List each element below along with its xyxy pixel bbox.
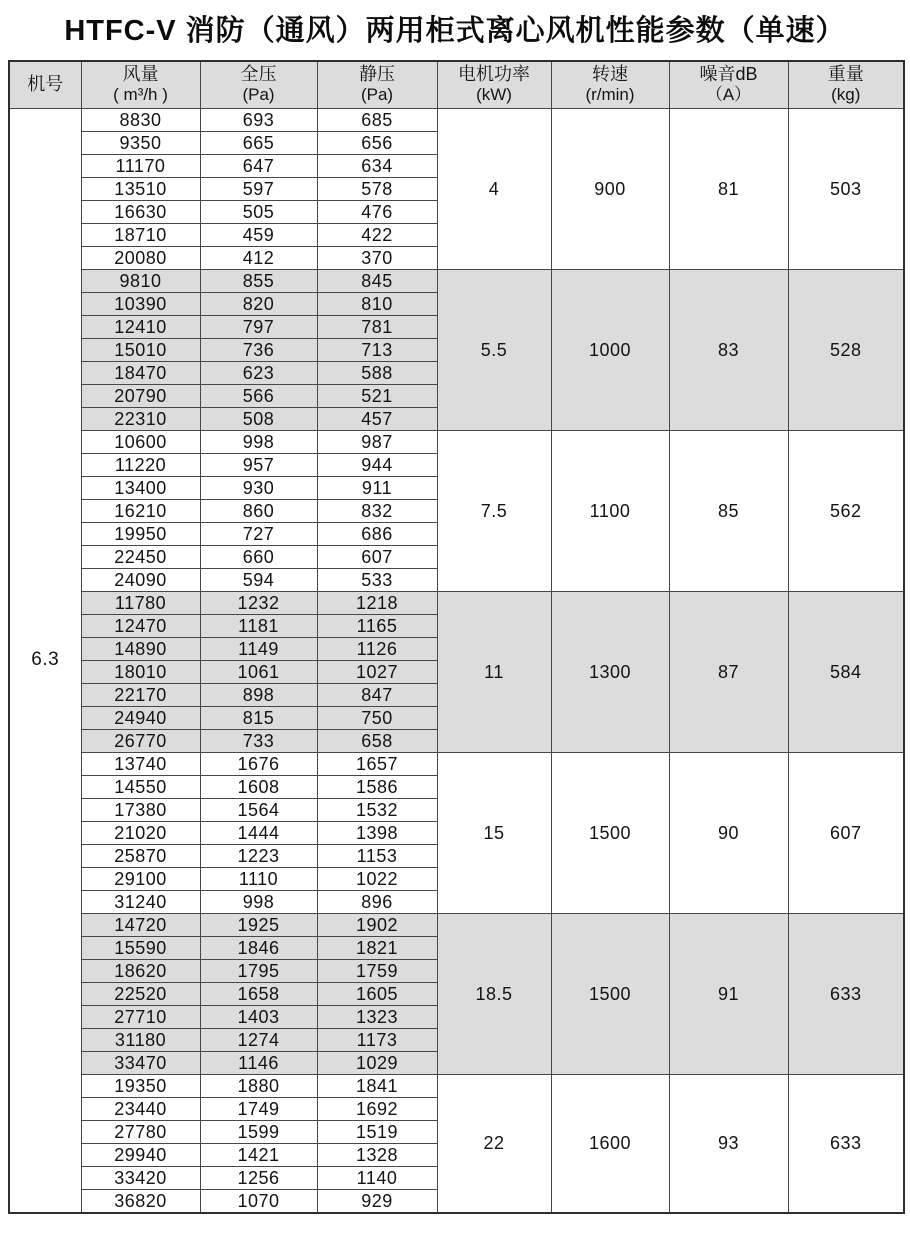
col-header-label: 转速 — [592, 64, 628, 85]
airflow-cell: 9810 — [81, 269, 200, 292]
fan-performance-table — [8, 60, 905, 1214]
noise-cell: 83 — [669, 269, 788, 430]
airflow-cell: 24940 — [81, 706, 200, 729]
static-pressure-cell: 1605 — [317, 982, 437, 1005]
total-pressure-cell: 693 — [200, 108, 317, 131]
airflow-cell: 16210 — [81, 499, 200, 522]
static-pressure-cell: 1328 — [317, 1143, 437, 1166]
col-header-speed — [551, 61, 669, 108]
static-pressure-cell: 1902 — [317, 913, 437, 936]
machine-number-cell: 6.3 — [9, 108, 81, 1213]
motor-power-cell: 5.5 — [437, 269, 551, 430]
airflow-cell: 16630 — [81, 200, 200, 223]
header-row — [9, 61, 904, 108]
total-pressure-cell: 594 — [200, 568, 317, 591]
total-pressure-cell: 566 — [200, 384, 317, 407]
total-pressure-cell: 412 — [200, 246, 317, 269]
airflow-cell: 18620 — [81, 959, 200, 982]
total-pressure-cell: 660 — [200, 545, 317, 568]
col-header-unit: (Pa) — [242, 85, 275, 105]
static-pressure-cell: 896 — [317, 890, 437, 913]
static-pressure-cell: 476 — [317, 200, 437, 223]
airflow-cell: 15590 — [81, 936, 200, 959]
static-pressure-cell: 1153 — [317, 844, 437, 867]
static-pressure-cell: 713 — [317, 338, 437, 361]
total-pressure-cell: 1599 — [200, 1120, 317, 1143]
airflow-cell: 15010 — [81, 338, 200, 361]
table-row — [9, 752, 904, 775]
col-header-label: 噪音dB — [699, 64, 758, 85]
static-pressure-cell: 845 — [317, 269, 437, 292]
static-pressure-cell: 370 — [317, 246, 437, 269]
total-pressure-cell: 733 — [200, 729, 317, 752]
total-pressure-cell: 597 — [200, 177, 317, 200]
static-pressure-cell: 1140 — [317, 1166, 437, 1189]
static-pressure-cell: 656 — [317, 131, 437, 154]
total-pressure-cell: 647 — [200, 154, 317, 177]
static-pressure-cell: 533 — [317, 568, 437, 591]
weight-cell: 584 — [788, 591, 904, 752]
page-title: HTFC-V 消防（通风）两用柜式离心风机性能参数（单速） — [64, 15, 846, 47]
static-pressure-cell: 658 — [317, 729, 437, 752]
airflow-cell: 18710 — [81, 223, 200, 246]
motor-power-cell: 18.5 — [437, 913, 551, 1074]
static-pressure-cell: 847 — [317, 683, 437, 706]
airflow-cell: 36820 — [81, 1189, 200, 1213]
static-pressure-cell: 1126 — [317, 637, 437, 660]
airflow-cell: 29100 — [81, 867, 200, 890]
total-pressure-cell: 820 — [200, 292, 317, 315]
airflow-cell: 10390 — [81, 292, 200, 315]
airflow-cell: 13510 — [81, 177, 200, 200]
static-pressure-cell: 1841 — [317, 1074, 437, 1097]
airflow-cell: 19350 — [81, 1074, 200, 1097]
static-pressure-cell: 911 — [317, 476, 437, 499]
total-pressure-cell: 998 — [200, 890, 317, 913]
static-pressure-cell: 686 — [317, 522, 437, 545]
static-pressure-cell: 1519 — [317, 1120, 437, 1143]
total-pressure-cell: 1256 — [200, 1166, 317, 1189]
airflow-cell: 22170 — [81, 683, 200, 706]
static-pressure-cell: 1586 — [317, 775, 437, 798]
airflow-cell: 23440 — [81, 1097, 200, 1120]
static-pressure-cell: 457 — [317, 407, 437, 430]
total-pressure-cell: 1749 — [200, 1097, 317, 1120]
total-pressure-cell: 1846 — [200, 936, 317, 959]
static-pressure-cell: 422 — [317, 223, 437, 246]
static-pressure-cell: 987 — [317, 430, 437, 453]
airflow-cell: 22310 — [81, 407, 200, 430]
noise-cell: 85 — [669, 430, 788, 591]
static-pressure-cell: 1173 — [317, 1028, 437, 1051]
total-pressure-cell: 957 — [200, 453, 317, 476]
static-pressure-cell: 1218 — [317, 591, 437, 614]
col-header-label: 机号 — [27, 74, 64, 95]
total-pressure-cell: 1880 — [200, 1074, 317, 1097]
static-pressure-cell: 588 — [317, 361, 437, 384]
static-pressure-cell: 750 — [317, 706, 437, 729]
table-row — [9, 269, 904, 292]
weight-cell: 633 — [788, 1074, 904, 1213]
speed-cell: 1100 — [551, 430, 669, 591]
airflow-cell: 20790 — [81, 384, 200, 407]
total-pressure-cell: 1274 — [200, 1028, 317, 1051]
total-pressure-cell: 1223 — [200, 844, 317, 867]
noise-cell: 90 — [669, 752, 788, 913]
total-pressure-cell: 855 — [200, 269, 317, 292]
total-pressure-cell: 1658 — [200, 982, 317, 1005]
static-pressure-cell: 521 — [317, 384, 437, 407]
total-pressure-cell: 1070 — [200, 1189, 317, 1213]
airflow-cell: 19950 — [81, 522, 200, 545]
total-pressure-cell: 1676 — [200, 752, 317, 775]
airflow-cell: 20080 — [81, 246, 200, 269]
col-header-noise — [669, 61, 788, 108]
airflow-cell: 21020 — [81, 821, 200, 844]
noise-cell: 81 — [669, 108, 788, 269]
total-pressure-cell: 508 — [200, 407, 317, 430]
total-pressure-cell: 1232 — [200, 591, 317, 614]
total-pressure-cell: 1061 — [200, 660, 317, 683]
col-header-unit: (r/min) — [585, 85, 635, 105]
total-pressure-cell: 860 — [200, 499, 317, 522]
static-pressure-cell: 1027 — [317, 660, 437, 683]
static-pressure-cell: 1323 — [317, 1005, 437, 1028]
total-pressure-cell: 505 — [200, 200, 317, 223]
motor-power-cell: 15 — [437, 752, 551, 913]
col-header-static-pressure — [317, 61, 437, 108]
static-pressure-cell: 1657 — [317, 752, 437, 775]
airflow-cell: 14890 — [81, 637, 200, 660]
noise-cell: 87 — [669, 591, 788, 752]
total-pressure-cell: 727 — [200, 522, 317, 545]
total-pressure-cell: 623 — [200, 361, 317, 384]
airflow-cell: 27780 — [81, 1120, 200, 1143]
airflow-cell: 11780 — [81, 591, 200, 614]
airflow-cell: 18010 — [81, 660, 200, 683]
total-pressure-cell: 1795 — [200, 959, 317, 982]
static-pressure-cell: 929 — [317, 1189, 437, 1213]
total-pressure-cell: 665 — [200, 131, 317, 154]
static-pressure-cell: 944 — [317, 453, 437, 476]
table-row — [9, 913, 904, 936]
static-pressure-cell: 1398 — [317, 821, 437, 844]
col-header-label: 重量 — [827, 64, 864, 85]
total-pressure-cell: 1110 — [200, 867, 317, 890]
total-pressure-cell: 1564 — [200, 798, 317, 821]
col-header-label: 风量 — [122, 64, 159, 85]
static-pressure-cell: 832 — [317, 499, 437, 522]
motor-power-cell: 7.5 — [437, 430, 551, 591]
total-pressure-cell: 998 — [200, 430, 317, 453]
noise-cell: 93 — [669, 1074, 788, 1213]
col-header-motor-power — [437, 61, 551, 108]
airflow-cell: 33470 — [81, 1051, 200, 1074]
total-pressure-cell: 1149 — [200, 637, 317, 660]
col-header-label: 电机功率 — [458, 64, 530, 85]
total-pressure-cell: 1421 — [200, 1143, 317, 1166]
airflow-cell: 14720 — [81, 913, 200, 936]
total-pressure-cell: 815 — [200, 706, 317, 729]
col-header-unit: （A） — [705, 85, 752, 105]
total-pressure-cell: 1403 — [200, 1005, 317, 1028]
motor-power-cell: 11 — [437, 591, 551, 752]
static-pressure-cell: 810 — [317, 292, 437, 315]
static-pressure-cell: 781 — [317, 315, 437, 338]
airflow-cell: 14550 — [81, 775, 200, 798]
airflow-cell: 31180 — [81, 1028, 200, 1051]
total-pressure-cell: 1181 — [200, 614, 317, 637]
table-row — [9, 1074, 904, 1097]
table-row — [9, 108, 904, 131]
col-header-label: 静压 — [359, 64, 395, 85]
static-pressure-cell: 607 — [317, 545, 437, 568]
total-pressure-cell: 1146 — [200, 1051, 317, 1074]
static-pressure-cell: 1759 — [317, 959, 437, 982]
total-pressure-cell: 1444 — [200, 821, 317, 844]
static-pressure-cell: 578 — [317, 177, 437, 200]
total-pressure-cell: 797 — [200, 315, 317, 338]
total-pressure-cell: 1925 — [200, 913, 317, 936]
motor-power-cell: 22 — [437, 1074, 551, 1213]
table-row — [9, 591, 904, 614]
airflow-cell: 13400 — [81, 476, 200, 499]
total-pressure-cell: 1608 — [200, 775, 317, 798]
airflow-cell: 8830 — [81, 108, 200, 131]
airflow-cell: 10600 — [81, 430, 200, 453]
airflow-cell: 18470 — [81, 361, 200, 384]
static-pressure-cell: 1165 — [317, 614, 437, 637]
static-pressure-cell: 634 — [317, 154, 437, 177]
weight-cell: 633 — [788, 913, 904, 1074]
col-header-unit: (kW) — [476, 85, 512, 105]
col-header-unit: ( m³/h ) — [113, 85, 168, 105]
col-header-unit: (Pa) — [360, 85, 394, 105]
total-pressure-cell: 898 — [200, 683, 317, 706]
airflow-cell: 11170 — [81, 154, 200, 177]
noise-cell: 91 — [669, 913, 788, 1074]
speed-cell: 1300 — [551, 591, 669, 752]
col-header-label: 全压 — [240, 64, 277, 85]
static-pressure-cell: 1821 — [317, 936, 437, 959]
speed-cell: 1600 — [551, 1074, 669, 1213]
airflow-cell: 29940 — [81, 1143, 200, 1166]
col-header-airflow — [81, 61, 200, 108]
airflow-cell: 9350 — [81, 131, 200, 154]
airflow-cell: 13740 — [81, 752, 200, 775]
weight-cell: 607 — [788, 752, 904, 913]
col-header-machine-number — [9, 61, 81, 108]
spec-table-body — [9, 108, 904, 1213]
airflow-cell: 22450 — [81, 545, 200, 568]
speed-cell: 1500 — [551, 752, 669, 913]
static-pressure-cell: 1532 — [317, 798, 437, 821]
airflow-cell: 11220 — [81, 453, 200, 476]
airflow-cell: 22520 — [81, 982, 200, 1005]
airflow-cell: 17380 — [81, 798, 200, 821]
weight-cell: 562 — [788, 430, 904, 591]
speed-cell: 1500 — [551, 913, 669, 1074]
weight-cell: 528 — [788, 269, 904, 430]
motor-power-cell: 4 — [437, 108, 551, 269]
airflow-cell: 24090 — [81, 568, 200, 591]
airflow-cell: 31240 — [81, 890, 200, 913]
airflow-cell: 27710 — [81, 1005, 200, 1028]
weight-cell: 503 — [788, 108, 904, 269]
table-row — [9, 430, 904, 453]
airflow-cell: 12410 — [81, 315, 200, 338]
speed-cell: 1000 — [551, 269, 669, 430]
airflow-cell: 25870 — [81, 844, 200, 867]
col-header-unit: (kg) — [831, 85, 861, 105]
col-header-weight — [788, 61, 904, 108]
total-pressure-cell: 736 — [200, 338, 317, 361]
static-pressure-cell: 1022 — [317, 867, 437, 890]
airflow-cell: 26770 — [81, 729, 200, 752]
total-pressure-cell: 459 — [200, 223, 317, 246]
static-pressure-cell: 1692 — [317, 1097, 437, 1120]
speed-cell: 900 — [551, 108, 669, 269]
static-pressure-cell: 1029 — [317, 1051, 437, 1074]
airflow-cell: 12470 — [81, 614, 200, 637]
airflow-cell: 33420 — [81, 1166, 200, 1189]
static-pressure-cell: 685 — [317, 108, 437, 131]
total-pressure-cell: 930 — [200, 476, 317, 499]
col-header-total-pressure — [200, 61, 317, 108]
